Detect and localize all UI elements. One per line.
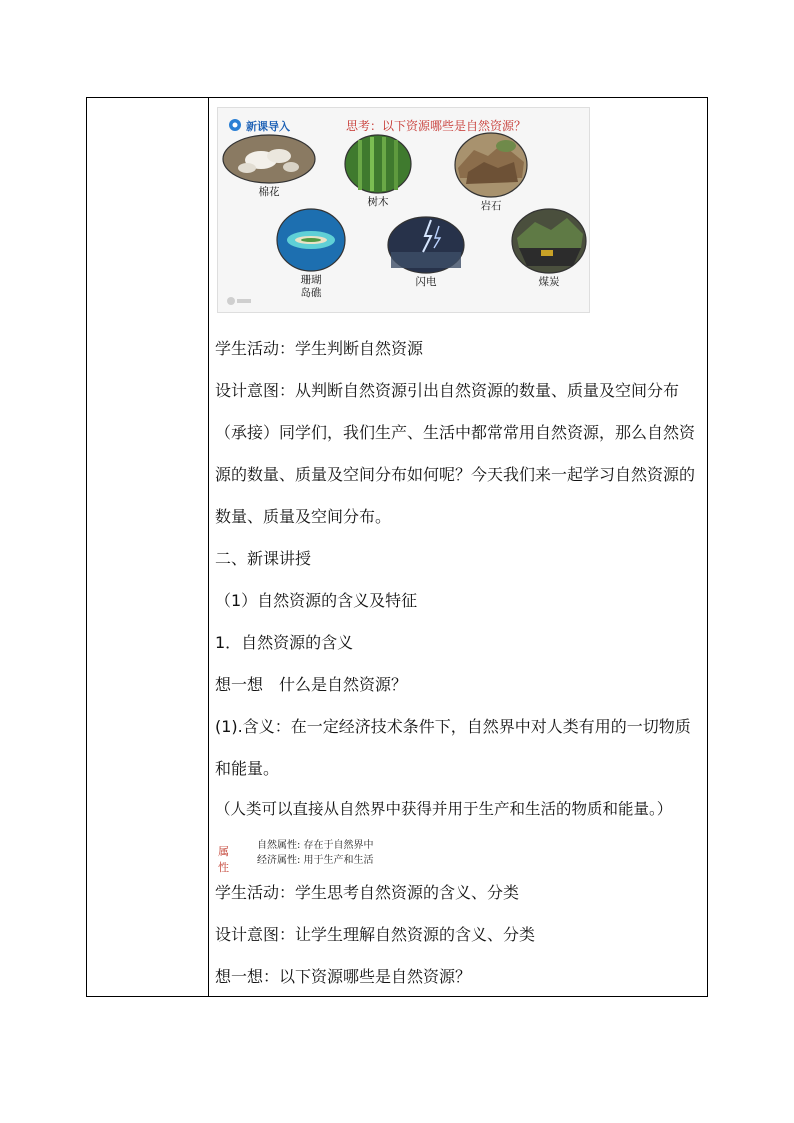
logo-icon [228, 118, 242, 132]
paragraph: （人类可以直接从自然界中获得并用于生产和生活的物质和能量。） [215, 800, 673, 818]
watermark-icon [226, 296, 252, 306]
resource-label: 珊瑚岛礁 [300, 274, 322, 299]
paragraph: 数量、质量及空间分布。 [215, 507, 392, 526]
resource-label: 煤炭 [538, 276, 560, 288]
paragraph: (1).含义：在一定经济技术条件下，自然界中对人类有用的一切物质 [215, 717, 691, 736]
resource-label: 闪电 [415, 276, 437, 288]
subsection-heading: （1）自然资源的含义及特征 [215, 591, 418, 610]
lesson-table [86, 97, 708, 997]
resource-label: 岩石 [480, 200, 502, 212]
resource-coral-reef [276, 208, 346, 300]
resource-cotton [221, 134, 317, 199]
paragraph: 学生活动：学生思考自然资源的含义、分类 [215, 883, 520, 902]
resource-coal [511, 208, 587, 289]
paragraph: （承接）同学们，我们生产、生活中都常常用自然资源，那么自然资 [215, 423, 696, 442]
resource-rock [454, 132, 528, 213]
coral-reef-image [276, 208, 346, 272]
paragraph: 设计意图：从判断自然资源引出自然资源的数量、质量及空间分布 [215, 381, 680, 400]
attribute-natural: 自然属性: 存在于自然界中 [257, 840, 374, 851]
section-heading: 二、新课讲授 [215, 549, 312, 568]
paragraph: 源的数量、质量及空间分布如何呢？今天我们来一起学习自然资源的 [215, 465, 696, 484]
paragraph: 想一想 什么是自然资源？ [215, 675, 408, 694]
paragraph: 学生活动：学生判断自然资源 [215, 339, 424, 358]
paragraph: 想一想：以下资源哪些是自然资源？ [215, 967, 472, 986]
lesson-slide-image [217, 107, 590, 313]
cotton-image [221, 134, 317, 184]
resource-label: 树木 [367, 196, 389, 208]
resource-tree [344, 134, 412, 209]
resource-lightning [387, 216, 465, 289]
paragraph: 1．自然资源的含义 [215, 633, 354, 652]
coal-image [511, 208, 587, 274]
column-divider [208, 98, 209, 996]
paragraph: 设计意图：让学生理解自然资源的含义、分类 [215, 925, 536, 944]
attribute-tag: 属性 [218, 845, 229, 874]
rock-image [454, 132, 528, 198]
tree-image [344, 134, 412, 194]
attribute-economic: 经济属性: 用于生产和生活 [257, 855, 374, 866]
paragraph: 和能量。 [215, 759, 280, 778]
resource-label: 棉花 [258, 186, 280, 198]
slide-question: 思考：以下资源哪些是自然资源？ [346, 119, 527, 133]
slide-badge: 新课导入 [246, 120, 290, 133]
lightning-image [387, 216, 465, 274]
